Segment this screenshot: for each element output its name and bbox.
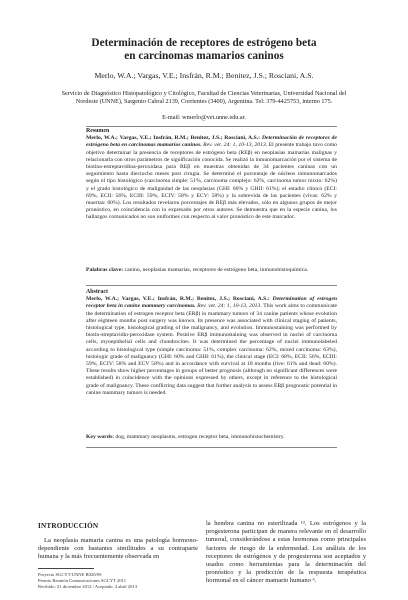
title-line-2: en carcinomas mamarios caninos — [124, 50, 284, 62]
abstract-top-rule — [86, 285, 337, 286]
resumen-body: El presente trabajo tuvo como objetivo determinar la presencia de receptores de estrógeno beta (REβ) en neoplasias mamarias malignas y relacionarla con otros parámetros de significación conocida. Se realizó la inmunomarcación por el sistema de biotina-estreptavidina-peroxidasa para REβ en muestras obtenidas de 34 pacientes caninas con un seguimiento hasta dieciocho meses post cirugía. Se determinó el porcentaje de núcleos inmunomarcados según el tipo histológico (carcinoma simple: 51%, carcinoma complejo: 62%, carcinoma tumor mixto: 62%) y el grado histológico de malignidad de las neoplasias (GHI: 60% y GHII: 61%); el estadio clínico (ECI: 69%, ECII: 56%, ECIII: 59%, ECIV: 58% y ECV: 58%) y la sobrevida de las pacientes (vivas: 62% y muertas: 60%). Los resultados revelaron porcentajes de REβ más elevados, sólo en algunos grupos de mejor pronóstico, en coincidencia con lo expresado por otros autores. Se demuestra que en la especie canina, los hallazgos comunicados no son uniformes con respecto al valor pronóstico de este marcador. — [86, 142, 337, 221]
abstract-citation-title: Determination of estrogen receptor beta in canine mammary carcinomas. — [86, 296, 338, 310]
title-line-1: Determinación de receptores de estrógeno beta — [91, 37, 317, 49]
author-list: Merlo, W.A.; Vargas, V.E.; Insfrán, R.M.; Benitez, J.S.; Rosciani, A.S. — [94, 71, 314, 80]
abstract-keywords-text: dog, mammary neoplasms, estrogen receptor beta, immunohistochemistry. — [115, 434, 285, 440]
abstract-bottom-rule — [86, 447, 337, 448]
intro-heading: INTRODUCCIÓN — [38, 522, 99, 530]
abstract-citation-ref: Rev. vet. 24: 1, 10-13, 2013. — [197, 303, 262, 310]
resumen-citation-title: Determinación de receptores de estrógeno beta en carcinomas mamarios caninos. — [86, 135, 338, 149]
intro-paragraph: La neoplasia mamaria canina es una patología hormono-dependiente con bastantes similitudes a su contraparte humana y la más frecuentemente observada en — [38, 537, 198, 561]
resumen-keywords-text: canino, neoplasias mamarias, receptores de estrógeno beta, inmunohistoquímica. — [124, 267, 309, 273]
abstract-body: This work aims to communicate the determination of estrogen receptor beta (ERβ) in mammary tumors of 34 canine patients whose evolution after eighteen months post surgery was known. Its presence was associated with clinical staging of patients, histological type, histological grading of the malignancy, and evolution. Immunostaining was performed by biotin-streptavidin-peroxidase system. Positive ERβ immunostaining was observed in nuclei of carcinoma cells, myoepithelial cells and chondrocites. It was determined the percentage of nuclei immunolabeled according to histological type (simple carcinoma: 51%, complex carcinoma: 62%, mixed carcinoma: 63%), histologic grade of malignancy (GHI: 60% and GHII: 61%), the clinical stage (ECI: 68%, ECII: 56%, ECIII: 59%, ECIV: 58% and ECV 58%) and in accordance with survival at 18 months (live: 61% and dead: 60%). These results show higher percentages in groups of better prognosis (although no significant differences were established) in coincidence with the opinions expressed by others, except in reference to the histological grade of malignancy. These conflicting data suggest that further analysis to assess ERβ prognostic potential in canine mammary tumors is needed. — [86, 303, 338, 396]
paper-title — [40, 37, 368, 63]
right-column-paragraph: la hembra canina no esterilizada ¹³. Los estrógenos y la progesterona participan de manera relevante en el desarrollo tumoral, considerándose a estas hormonas como principales factores de riesgo de la enfermedad. Los análisis de los receptores de estrógenos y de progesterona son aceptados y usados como herramientas para la determinación del pronóstico y la predicción de la respuesta terapéutica hormonal en el cáncer mamario humano ⁶. — [206, 520, 366, 585]
resumen-citation-ref: Rev. vet. 24: 1, 10-13, 2013. — [203, 142, 268, 149]
contact-email: E-mail: wmerlo@vet.unne.edu.ar. — [162, 114, 246, 121]
footnote-dates: Recibido: 21 diciembre 2012 / Aceptado: 4 abril 2013 — [38, 584, 137, 590]
resumen-section — [86, 128, 337, 222]
abstract-keywords-label: Key words: — [86, 434, 114, 440]
resumen-heading: Resumen — [86, 128, 110, 134]
abstract-heading: Abstract — [86, 289, 108, 295]
footnote-award: Premio Reunión Comunicaciones SGCYT 2011 — [38, 578, 127, 584]
resumen-keywords-label: Palabras clave: — [86, 267, 124, 273]
resumen-top-rule — [86, 126, 337, 127]
abstract-section — [86, 289, 337, 397]
affiliation: Servicio de Diagnóstico Histopatológico y Citológico, Facultad de Ciencias Veterinarias, Universidad Nacional del Nordeste (UNNE), Sargento Cabral 2139, Corrientes (3400), Argentina. Tel: 379-4425753, interno 175. — [61, 90, 347, 105]
resumen-keywords — [86, 267, 337, 274]
abstract-keywords — [86, 434, 337, 441]
footnote-project: Proyecto SGCYT-UNNE B020/09 — [38, 572, 102, 577]
footnotes — [38, 572, 198, 591]
abstract-citation-authors: Merlo, W.A.; Vargas, V.E.; Insfrán, R.M.; Benitez, J.S.; Rosciani, A.S.: — [86, 296, 270, 303]
resumen-citation-authors: Merlo, W.A.; Vargas, V.E.; Insfrán, R.M.; Benitez, J.S.; Rosciani, A.S.: — [86, 135, 261, 142]
footnote-rule — [38, 568, 94, 569]
